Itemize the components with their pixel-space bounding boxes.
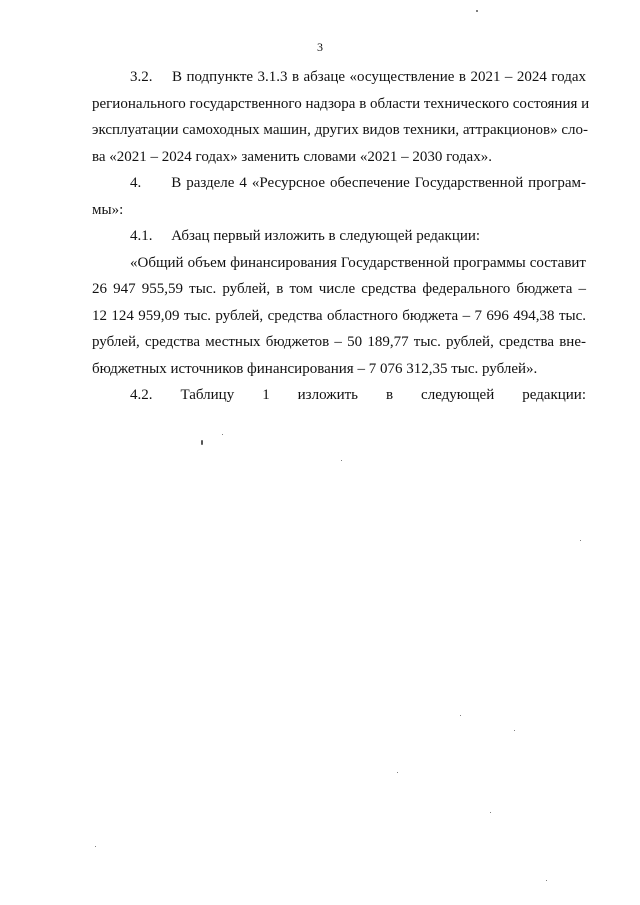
- scan-speck: [460, 715, 461, 716]
- paragraph-word: следующей: [421, 387, 495, 403]
- page-number: 3: [317, 40, 323, 54]
- paragraph-line: 3.2. В подпункте 3.1.3 в абзаце «осуществление в 2021 – 2024 годах: [130, 69, 586, 85]
- paragraph-word: Таблицу: [180, 387, 235, 403]
- scan-speck: [476, 10, 478, 12]
- scan-speck: [201, 440, 203, 445]
- paragraph-4-1: [92, 223, 586, 250]
- scan-speck: [397, 772, 398, 773]
- paragraph-line: рублей, средства местных бюджетов – 50 189,77 тыс. рублей, средства вне-: [92, 334, 586, 350]
- paragraph-line: ва «2021 – 2024 годах» заменить словами «2021 – 2030 годах».: [92, 148, 492, 165]
- paragraph-4-2: [92, 382, 586, 409]
- paragraph-line: 4.1. Абзац первый изложить в следующей редакции:: [130, 228, 481, 244]
- scan-speck: [514, 730, 515, 731]
- paragraph-4: [92, 170, 586, 223]
- scan-speck: [490, 812, 491, 813]
- paragraph-line: регионального государственного надзора в области технического состояния и: [92, 95, 590, 112]
- paragraph-line: 12 124 959,09 тыс. рублей, средства областного бюджета – 7 696 494,38 тыс.: [92, 307, 586, 324]
- paragraph-word: в: [385, 387, 394, 403]
- paragraph-line: мы»:: [92, 201, 124, 218]
- paragraph-word: 1: [262, 387, 270, 403]
- quoted-paragraph: [92, 250, 586, 383]
- paragraph-line: 4. В разделе 4 «Ресурсное обеспечение Государственной програм-: [130, 175, 586, 191]
- scan-speck: [222, 434, 223, 435]
- scan-speck: [341, 460, 342, 461]
- paragraph-line: «Общий объем финансирования Государственной программы составит: [130, 254, 586, 271]
- document-body: [92, 64, 590, 409]
- paragraph-word: изложить: [297, 387, 359, 403]
- paragraph-3-2: [92, 64, 590, 170]
- paragraph-line: эксплуатации самоходных машин, других видов техники, аттракционов» сло-: [92, 122, 588, 138]
- scan-speck: [546, 880, 547, 881]
- paragraph-line: бюджетных источников финансирования – 7 076 312,35 тыс. рублей».: [92, 360, 538, 377]
- scan-speck: [580, 540, 581, 541]
- paragraph-line: 26 947 955,59 тыс. рублей, в том числе средства федерального бюджета –: [92, 281, 586, 297]
- paragraph-word: 4.2.: [130, 387, 153, 403]
- scan-speck: [95, 846, 96, 847]
- paragraph-word: редакции:: [522, 387, 586, 403]
